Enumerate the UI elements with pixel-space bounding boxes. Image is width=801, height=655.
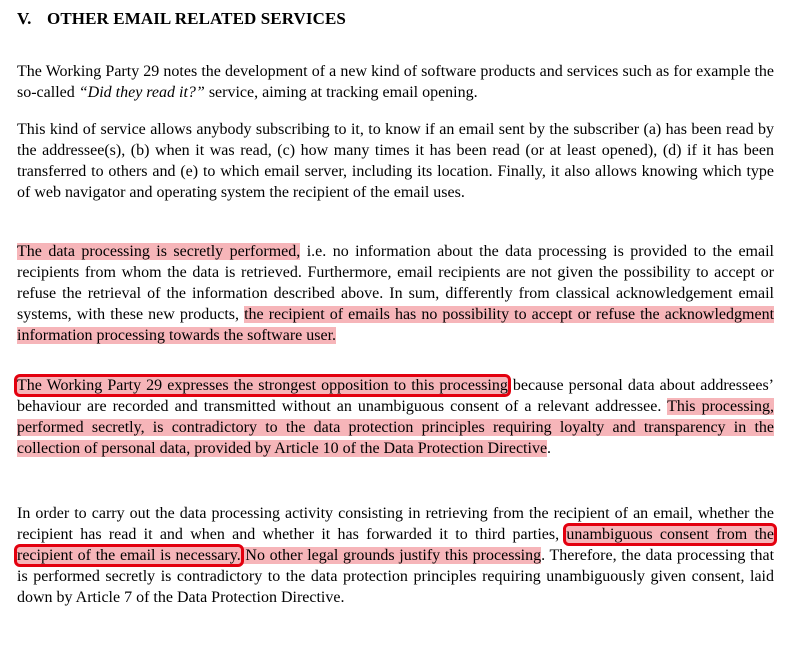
p5-text-after: . Therefore, the data processing that is performed secretly is contradictory to the data protection principles requiring unambiguously given consent, laid down by Article 7 of the Data Protection Directive.	[17, 547, 775, 606]
p1-text-after: service, aiming at tracking email opening.	[204, 84, 478, 101]
paragraph-consent-required	[17, 503, 774, 608]
paragraph-intro	[17, 61, 774, 103]
section-title: OTHER EMAIL RELATED SERVICES	[47, 9, 346, 28]
p3-highlight-no-possibility: the recipient of emails has no possibility to accept or refuse the acknowledgment information processing towards the software user.	[17, 306, 775, 344]
p3-text-middle: i.e. no information about the data processing is provided to the email recipients from whom the data is retrieved. Furthermore, email recipients are not given the possibility to accept or refuse the retrieval of the information described above. In sum, differently from classical acknowledgement email systems, with these new products,	[17, 243, 774, 323]
section-heading	[17, 9, 346, 29]
p4-text-middle: because personal data about addressees’ behaviour are recorded and transmitted without an unambiguous consent of a relevant addressee.	[17, 377, 774, 415]
p1-text-before: The Working Party 29 notes the development of a new kind of software products and services such as for example the so-called	[17, 63, 774, 101]
p4-text-end: .	[547, 440, 552, 457]
paragraph-secret-processing	[17, 241, 774, 346]
p5-text-before: In order to carry out the data processing activity consisting in retrieving from the recipient of an email, whether the recipient has read it and when and whether it has forwarded it to third parties,	[17, 505, 774, 543]
section-number: V.	[17, 9, 32, 28]
paragraph-service-description	[17, 119, 774, 203]
p5-highlight-no-legal-grounds: No other legal grounds justify this processing	[240, 547, 542, 564]
p2-text: This kind of service allows anybody subscribing to it, to know if an email sent by the subscriber (a) has been read by the addressee(s), (b) when it was read, (c) how many times it has been read (or at least opened), (d) if it has been transferred to others and (e) to which email server, including its location. Finally, it also allows knowing which type of web navigator and operating system the recipient of the email uses.	[17, 121, 774, 201]
p4-boxed-strongest-opposition: The Working Party 29 expresses the strongest opposition to this processing	[17, 377, 508, 394]
p1-quoted-service-name: “Did they read it?”	[78, 84, 205, 101]
p5-boxed-consent-necessary: unambiguous consent from the recipient of the email is necessary.	[17, 526, 774, 564]
paragraph-opposition	[17, 375, 774, 459]
p4-highlight-contradictory: This processing, performed secretly, is contradictory to the data protection principles requiring loyalty and transparency in the collection of personal data, provided by Article 10 of the Data Protection Directive	[17, 398, 774, 457]
p3-highlight-secretly-performed: The data processing is secretly performed,	[17, 243, 301, 260]
